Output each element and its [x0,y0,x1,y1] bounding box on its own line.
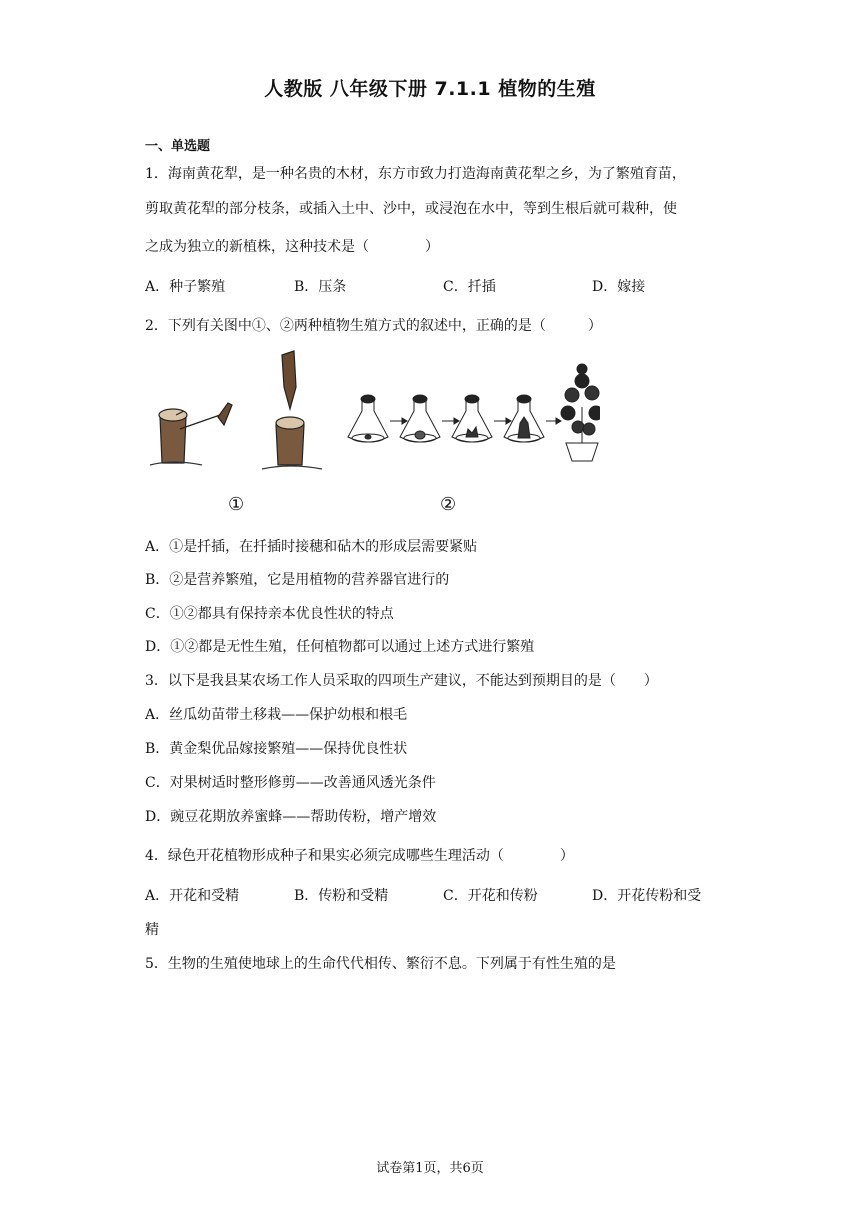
q2-option-d[interactable]: D．①②都是无性生殖，任何植物都可以通过上述方式进行繁殖 [145,639,535,655]
page-footer: 试卷第1页，共6页 [376,1161,484,1176]
q3-option-c[interactable]: C．对果树适时整形修剪——改善通风透光条件 [145,775,436,791]
q3-option-d[interactable]: D．豌豆花期放养蜜蜂——帮助传粉，增产增效 [145,809,437,825]
q1-option-b[interactable]: B．压条 [294,279,347,295]
q2-option-b[interactable]: B．②是营养繁殖，它是用植物的营养器官进行的 [145,572,450,588]
q1-option-c[interactable]: C．扦插 [443,279,496,295]
section-heading: 一、单选题 [145,139,211,154]
q4-option-b[interactable]: B．传粉和受精 [294,888,389,904]
q4-option-a[interactable]: A．开花和受精 [145,888,240,904]
q2-option-a[interactable]: A．①是扦插，在扦插时接穗和砧木的形成层需要紧贴 [145,539,478,555]
q4-stem: 4．绿色开花植物形成种子和果实必须完成哪些生理活动（ ） [145,848,574,864]
q1-stem-line-3: 之成为独立的新植株，这种技术是（ ） [145,239,439,255]
q5-stem: 5．生物的生殖使地球上的生命代代相传、繁衍不息。下列属于有性生殖的是 [145,956,616,972]
grafting-illustration [150,351,322,469]
q3-stem: 3．以下是我县某农场工作人员采取的四项生产建议，不能达到预期目的是（ ） [145,673,658,689]
q4-option-c[interactable]: C．开花和传粉 [443,888,538,904]
figure-label-1: ① [228,494,245,515]
tissue-culture-illustration [348,364,600,461]
page-title: 人教版 八年级下册 7.1.1 植物的生殖 [264,78,596,100]
q1-option-a[interactable]: A．种子繁殖 [145,279,226,295]
q2-stem: 2．下列有关图中①、②两种植物生殖方式的叙述中，正确的是（ ） [145,318,602,334]
q4-option-d[interactable]: D．开花传粉和受 [592,888,702,904]
q3-option-a[interactable]: A．丝瓜幼苗带土移栽——保护幼根和根毛 [145,707,408,723]
q1-stem-line-1: 1．海南黄花犁，是一种名贵的木材，东方市致力打造海南黄花犁之乡，为了繁殖育苗， [145,166,686,182]
q2-option-c[interactable]: C．①②都具有保持亲本优良性状的特点 [145,606,394,622]
q3-option-b[interactable]: B．黄金梨优品嫁接繁殖——保持优良性状 [145,741,408,757]
q1-option-d[interactable]: D．嫁接 [592,279,646,295]
figure-label-2: ② [440,494,457,515]
q4-option-d-wrap: 精 [145,922,159,938]
q1-stem-line-2: 剪取黄花犁的部分枝条，或插入土中、沙中，或浸泡在水中，等到生根后就可栽种，使 [145,201,677,217]
q2-figure [140,347,600,525]
